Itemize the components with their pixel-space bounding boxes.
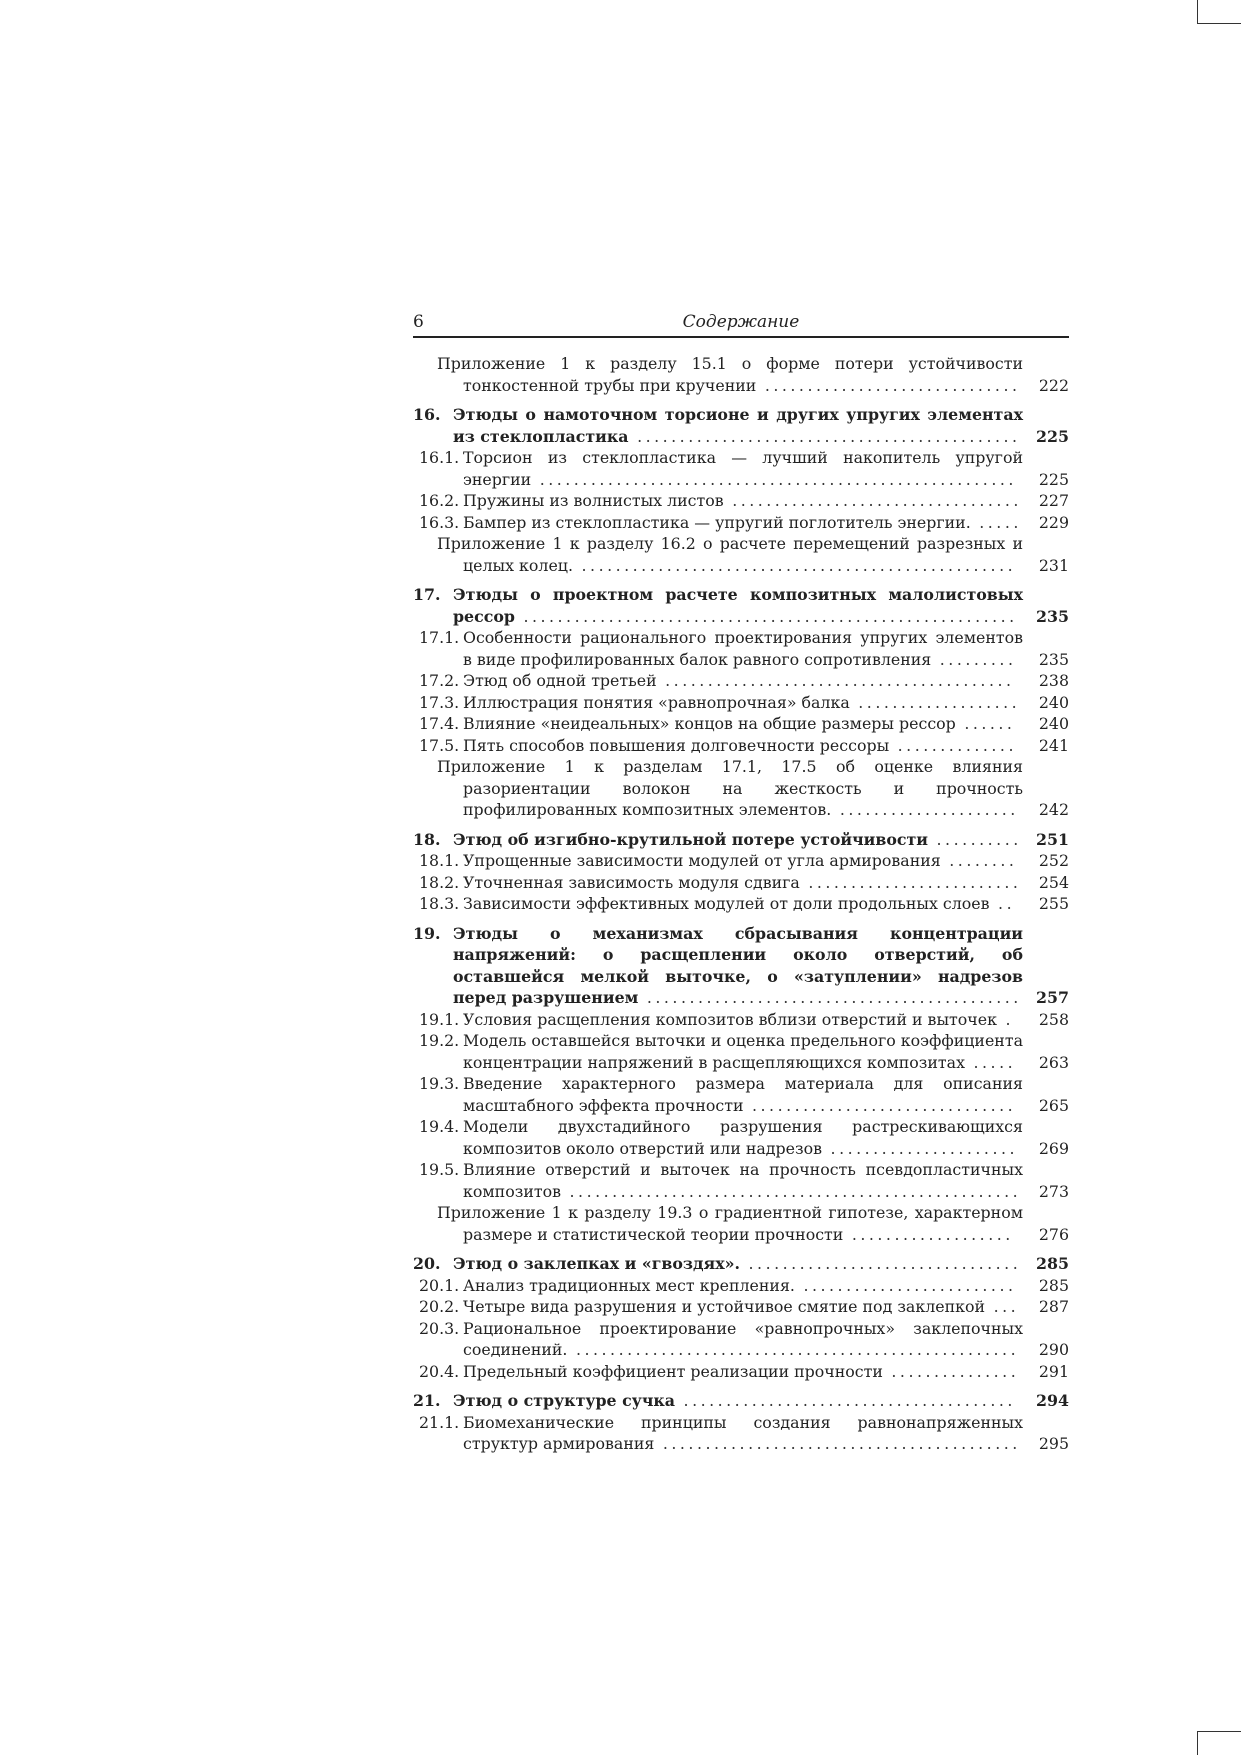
dot-leader: .......................................... <box>654 1434 1021 1453</box>
dot-leader: ............................................. <box>628 426 1021 446</box>
entry-title: Этюд о заклепках и «гвоздях». <box>453 1254 741 1273</box>
crop-mark <box>1197 1731 1241 1732</box>
dot-leader: ............................... <box>743 1095 1017 1115</box>
entry-title: Введение характерного размера материала для описания масштабного эффекта прочности <box>463 1074 1023 1115</box>
dot-leader: ................................ <box>740 1254 1022 1273</box>
crop-mark <box>1197 23 1241 24</box>
entry-title: Пружины из волнистых листов <box>463 491 724 510</box>
entry-title: Приложение 1 к разделу 16.2 о расчете перемещений разрезных и целых колец. <box>437 534 1023 575</box>
running-header <box>413 312 1069 338</box>
dot-leader: ..... <box>964 1052 1017 1072</box>
dot-leader: ......... <box>931 649 1017 669</box>
entry-title: Этюд о структуре сучка <box>453 1391 676 1410</box>
page-number: 6 <box>413 312 424 332</box>
toc-entry-section[interactable] <box>413 627 1069 670</box>
entry-title: Особенности рационального проектирования упругих элементов в виде профилированных балок равного сопротивления <box>463 628 1023 669</box>
dot-leader: ............................................ <box>638 988 1022 1007</box>
entry-title: Этюды о механизмах сбрасывания концентрации напряжений: о расщеплении около отверстий, об оставшейся мелкой выточке, о «затуплении» надрезов перед разрушением <box>453 923 1023 1007</box>
dot-leader: ......................................... <box>656 671 1015 690</box>
toc-entry-section[interactable] <box>413 1159 1069 1202</box>
entry-number: 16.3. <box>419 512 460 532</box>
entry-title: Приложение 1 к разделу 19.3 о градиентной гипотезе, характерном размере и статистической теории прочности <box>437 1203 1023 1244</box>
toc-entry-chapter[interactable] <box>413 829 1069 851</box>
toc-entry-section[interactable] <box>413 1296 1069 1318</box>
entry-number: 17.4. <box>419 714 460 733</box>
dot-leader: ..... <box>970 512 1022 532</box>
entry-number: 16.1. <box>419 448 460 467</box>
entry-page-number: 240 <box>1038 692 1069 712</box>
crop-mark <box>1197 1731 1198 1755</box>
entry-page-number: 229 <box>1038 512 1069 532</box>
entry-number: 17.3. <box>419 692 460 712</box>
entry-page-number: 241 <box>1038 735 1069 755</box>
entry-number: 17.5. <box>419 735 460 755</box>
toc-entry-section[interactable] <box>413 1361 1069 1383</box>
toc-entry-chapter[interactable] <box>413 1253 1069 1275</box>
entry-number: 20.3. <box>419 1318 460 1338</box>
entry-number: 16.2. <box>419 491 460 510</box>
entry-page-number: 276 <box>1038 1224 1069 1244</box>
entry-page-number: 254 <box>1038 872 1069 892</box>
entry-title: Упрощенные зависимости модулей от угла армирования <box>463 851 941 870</box>
entry-title: Рациональное проектирование «равнопрочных» заклепочных соединений. <box>463 1318 1023 1359</box>
dot-leader: .............................. <box>756 375 1021 395</box>
document-page <box>413 312 1069 1455</box>
entry-number: 18.2. <box>419 872 460 892</box>
entry-number: 20.2. <box>419 1297 460 1316</box>
entry-page-number: 294 <box>1036 1391 1069 1410</box>
dot-leader: .................................. <box>723 491 1022 510</box>
toc-entry-chapter[interactable] <box>413 923 1069 1009</box>
toc-entry-section[interactable] <box>413 447 1069 490</box>
toc-entry-section[interactable] <box>413 850 1069 872</box>
entry-page-number: 258 <box>1038 1009 1069 1029</box>
entry-title: Приложение 1 к разделу 15.1 о форме потери устойчивости тонкостенной трубы при кручении <box>437 354 1023 395</box>
running-title: Содержание <box>682 312 800 332</box>
entry-page-number: 285 <box>1036 1254 1069 1273</box>
dot-leader: ........................................................ <box>531 469 1017 489</box>
entry-title: Зависимости эффективных модулей от доли продольных слоев <box>463 894 990 913</box>
dot-leader: .............. <box>889 735 1017 755</box>
toc-entry-section[interactable] <box>413 692 1069 714</box>
entry-number: 19.5. <box>419 1160 460 1179</box>
toc-entry-section[interactable] <box>413 490 1069 512</box>
toc-entry-appendix[interactable] <box>413 353 1069 396</box>
dot-leader: ............... <box>882 1361 1020 1381</box>
entry-page-number: 222 <box>1038 375 1069 395</box>
dot-leader: .. <box>989 894 1016 913</box>
dot-leader: ....................................... <box>675 1391 1016 1410</box>
toc-entry-section[interactable] <box>413 1412 1069 1455</box>
entry-title: Иллюстрация понятия «равнопрочная» балка <box>463 692 850 712</box>
toc-entry-section[interactable] <box>413 512 1069 534</box>
toc-entry-section[interactable] <box>413 735 1069 757</box>
entry-number: 17. <box>413 585 441 604</box>
entry-page-number: 252 <box>1038 851 1069 870</box>
entry-title: Этюды о проектном расчете композитных малолистовых рессор <box>453 585 1023 626</box>
entry-title: Приложение 1 к разделам 17.1, 17.5 об оценке влияния разориентации волокон на жесткость и прочность профилированных композитных элементов. <box>437 757 1023 819</box>
toc-entry-chapter[interactable] <box>413 584 1069 627</box>
dot-leader: ......................... <box>799 872 1022 892</box>
entry-page-number: 295 <box>1038 1434 1069 1453</box>
entry-number: 18.1. <box>419 851 460 870</box>
entry-number: 19.1. <box>419 1009 460 1029</box>
dot-leader: ..................................................... <box>561 1181 1022 1201</box>
entry-title: Модель оставшейся выточки и оценка предельного коэффициента концентрации напряжений в расщепляющихся композитах <box>463 1031 1023 1072</box>
entry-title: Уточненная зависимость модуля сдвига <box>463 872 800 892</box>
entry-number: 19.4. <box>419 1117 460 1136</box>
entry-page-number: 255 <box>1038 894 1069 913</box>
entry-title: Биомеханические принципы создания равнонапряженных структур армирования <box>463 1412 1023 1453</box>
entry-page-number: 231 <box>1038 555 1069 575</box>
toc-entry-section[interactable] <box>413 713 1069 735</box>
toc-entry-section[interactable] <box>413 872 1069 894</box>
crop-mark <box>1197 0 1198 24</box>
entry-number: 20. <box>413 1254 441 1273</box>
entry-number: 17.1. <box>419 628 460 647</box>
entry-page-number: 235 <box>1036 606 1069 626</box>
entry-page-number: 225 <box>1038 469 1069 489</box>
entry-number: 17.2. <box>419 671 460 690</box>
entry-page-number: 240 <box>1038 714 1069 733</box>
entry-page-number: 251 <box>1036 829 1069 849</box>
entry-page-number: 269 <box>1038 1138 1069 1158</box>
entry-page-number: 235 <box>1038 649 1069 669</box>
dot-leader: ........ <box>940 851 1018 870</box>
entry-page-number: 273 <box>1038 1181 1069 1201</box>
entry-title: Этюды о намоточном торсионе и других упругих элементах из стеклопластика <box>453 405 1023 446</box>
entry-number: 21.1. <box>419 1412 460 1432</box>
entry-number: 19. <box>413 923 441 943</box>
dot-leader: . <box>996 1009 1014 1029</box>
toc-entry-section[interactable] <box>413 893 1069 915</box>
entry-page-number: 290 <box>1038 1340 1069 1359</box>
entry-page-number: 257 <box>1036 988 1069 1007</box>
entry-page-number: 291 <box>1038 1361 1069 1381</box>
entry-number: 18. <box>413 829 441 849</box>
entry-page-number: 263 <box>1038 1052 1069 1072</box>
entry-title: Условия расщепления композитов вблизи отверстий и выточек <box>463 1009 997 1029</box>
entry-number: 20.1. <box>419 1275 460 1295</box>
entry-page-number: 225 <box>1036 426 1069 446</box>
toc-entry-section[interactable] <box>413 1030 1069 1073</box>
entry-title: Этюд об одной третьей <box>463 671 657 690</box>
entry-page-number: 287 <box>1038 1297 1069 1316</box>
toc-entry-appendix[interactable] <box>413 533 1069 576</box>
entry-number: 21. <box>413 1391 441 1410</box>
dot-leader: .................................................... <box>567 1340 1020 1359</box>
toc-entry-section[interactable] <box>413 1073 1069 1116</box>
dot-leader: ...... <box>955 714 1016 733</box>
toc-entry-section[interactable] <box>413 1009 1069 1031</box>
entry-title: Модели двухстадийного разрушения растрескивающихся композитов около отверстий или надрезов <box>463 1117 1023 1158</box>
toc-entry-chapter[interactable] <box>413 404 1069 447</box>
entry-title: Бампер из стеклопластика — упругий поглотитель энергии. <box>463 512 971 532</box>
entry-number: 18.3. <box>419 894 460 913</box>
entry-number: 19.2. <box>419 1031 460 1050</box>
entry-title: Четыре вида разрушения и устойчивое смятие под заклепкой <box>463 1297 986 1316</box>
entry-number: 20.4. <box>419 1361 460 1381</box>
entry-title: Влияние «неидеальных» концов на общие размеры рессор <box>463 714 956 733</box>
entry-title: Этюд об изгибно-крутильной потере устойчивости <box>453 829 929 849</box>
entry-title: Предельный коэффициент реализации прочности <box>463 1361 883 1381</box>
dot-leader: ... <box>985 1297 1020 1316</box>
entry-title: Влияние отверстий и выточек на прочность псевдопластичных композитов <box>463 1160 1023 1201</box>
entry-title: Пять способов повышения долговечности рессоры <box>463 735 890 755</box>
toc-entry-section[interactable] <box>413 1318 1069 1361</box>
dot-leader: ................................................... <box>573 555 1017 575</box>
entry-page-number: 238 <box>1038 671 1069 690</box>
toc-entry-appendix[interactable] <box>413 1202 1069 1245</box>
dot-leader: .......... <box>928 829 1022 849</box>
toc-entry-section[interactable] <box>413 1116 1069 1159</box>
entry-page-number: 285 <box>1038 1275 1069 1295</box>
dot-leader: ...................... <box>822 1138 1019 1158</box>
dot-leader: ................... <box>843 1224 1014 1244</box>
entry-page-number: 265 <box>1038 1095 1069 1115</box>
entry-title: Торсион из стеклопластика — лучший накопитель упругой энергии <box>463 448 1023 489</box>
toc-entry-chapter[interactable] <box>413 1390 1069 1412</box>
dot-leader: ......................... <box>794 1275 1017 1295</box>
entry-title: Анализ традиционных мест крепления. <box>463 1275 795 1295</box>
entry-page-number: 242 <box>1038 800 1069 819</box>
dot-leader: ..................... <box>831 800 1019 819</box>
dot-leader: .......................................................... <box>514 606 1018 626</box>
toc-entry-section[interactable] <box>413 670 1069 692</box>
table-of-contents <box>413 353 1069 1455</box>
dot-leader: ................... <box>849 692 1021 712</box>
entry-number: 19.3. <box>419 1074 460 1093</box>
entry-number: 16. <box>413 405 441 424</box>
entry-page-number: 227 <box>1038 491 1069 510</box>
toc-entry-appendix[interactable] <box>413 756 1069 821</box>
toc-entry-section[interactable] <box>413 1275 1069 1297</box>
